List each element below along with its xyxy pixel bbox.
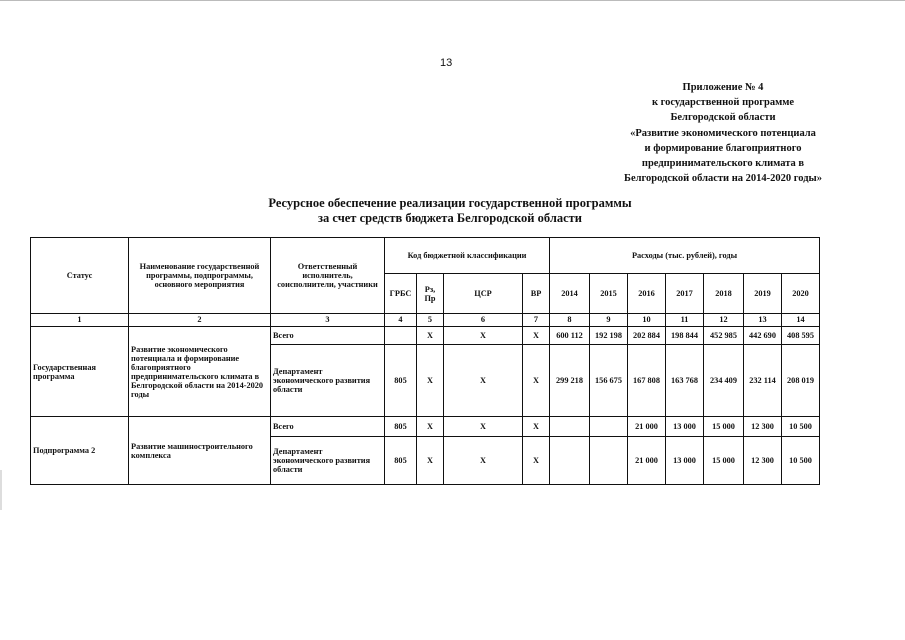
responsible-cell: Департамент экономического развития области — [271, 345, 385, 417]
value-cell — [550, 437, 590, 485]
header-name: Наименование государственной программы, подпрограммы, основного мероприятия — [129, 238, 271, 314]
responsible-cell: Всего — [271, 327, 385, 345]
header-status: Статус — [31, 238, 129, 314]
title-line-2: за счет средств бюджета Белгородской области — [318, 211, 582, 225]
appendix-line: Белгородской области — [670, 112, 776, 124]
value-cell: 442 690 — [744, 327, 782, 345]
value-cell — [590, 417, 628, 437]
column-number: 8 — [550, 314, 590, 327]
column-number: 10 — [628, 314, 666, 327]
csr-cell: Х — [444, 327, 523, 345]
rzpr-cell: Х — [417, 437, 444, 485]
program-name-cell: Развитие машиностроительного комплекса — [129, 417, 271, 485]
grbs-cell: 805 — [385, 417, 417, 437]
grbs-cell: 805 — [385, 437, 417, 485]
vr-cell: Х — [523, 417, 550, 437]
appendix-line: и формирование благоприятного — [644, 142, 802, 154]
header-rzpr: Рз, Пр — [417, 274, 444, 314]
value-cell: 234 409 — [704, 345, 744, 417]
scan-margin-mark — [0, 470, 2, 510]
value-cell: 232 114 — [744, 345, 782, 417]
column-number: 14 — [782, 314, 820, 327]
header-year: 2015 — [590, 274, 628, 314]
value-cell: 202 884 — [628, 327, 666, 345]
status-cell: Государственная программа — [31, 327, 129, 417]
value-cell: 13 000 — [666, 437, 704, 485]
appendix-line: к государственной программе — [651, 97, 795, 109]
value-cell: 156 675 — [590, 345, 628, 417]
column-number: 6 — [444, 314, 523, 327]
column-number-row — [31, 314, 820, 327]
value-cell: 21 000 — [628, 417, 666, 437]
header-year: 2014 — [550, 274, 590, 314]
value-cell: 12 300 — [744, 417, 782, 437]
rzpr-cell: Х — [417, 417, 444, 437]
column-number: 1 — [31, 314, 129, 327]
page-number: 13 — [440, 57, 453, 69]
value-cell: 10 500 — [782, 417, 820, 437]
value-cell: 10 500 — [782, 437, 820, 485]
column-number: 4 — [385, 314, 417, 327]
rzpr-cell: Х — [417, 327, 444, 345]
column-number: 3 — [271, 314, 385, 327]
rzpr-cell: Х — [417, 345, 444, 417]
value-cell: 15 000 — [704, 417, 744, 437]
value-cell: 15 000 — [704, 437, 744, 485]
document-title — [205, 196, 695, 226]
grbs-cell: 805 — [385, 345, 417, 417]
value-cell: 21 000 — [628, 437, 666, 485]
value-cell: 452 985 — [704, 327, 744, 345]
value-cell: 163 768 — [666, 345, 704, 417]
appendix-line: предпринимательского климата в — [641, 158, 805, 170]
header-grbs: ГРБС — [385, 274, 417, 314]
header-year: 2017 — [666, 274, 704, 314]
value-cell: 299 218 — [550, 345, 590, 417]
column-number: 12 — [704, 314, 744, 327]
column-number: 2 — [129, 314, 271, 327]
value-cell: 12 300 — [744, 437, 782, 485]
appendix-header — [593, 80, 853, 186]
table-row — [31, 417, 820, 437]
header-responsible: Ответственный исполнитель, соисполнители, участники — [271, 238, 385, 314]
csr-cell: Х — [444, 437, 523, 485]
table-row — [31, 327, 820, 345]
value-cell: 600 112 — [550, 327, 590, 345]
value-cell: 167 808 — [628, 345, 666, 417]
appendix-line: Приложение № 4 — [682, 82, 764, 93]
header-year: 2018 — [704, 274, 744, 314]
header-expenses: Расходы (тыс. рублей), годы — [550, 238, 820, 274]
vr-cell: Х — [523, 437, 550, 485]
value-cell: 198 844 — [666, 327, 704, 345]
column-number: 7 — [523, 314, 550, 327]
header-year: 2019 — [744, 274, 782, 314]
column-number: 5 — [417, 314, 444, 327]
value-cell — [550, 417, 590, 437]
column-number: 11 — [666, 314, 704, 327]
header-csr: ЦСР — [444, 274, 523, 314]
csr-cell: Х — [444, 345, 523, 417]
value-cell: 192 198 — [590, 327, 628, 345]
responsible-cell: Департамент экономического развития области — [271, 437, 385, 485]
header-row-1 — [31, 238, 820, 274]
header-vr: ВР — [523, 274, 550, 314]
grbs-cell — [385, 327, 417, 345]
page-top-edge — [0, 0, 905, 1]
value-cell: 13 000 — [666, 417, 704, 437]
value-cell — [590, 437, 628, 485]
program-name-cell: Развитие экономического потенциала и формирование благоприятного предпринимательского климата в Белгородской области на 2014-2020 годы — [129, 327, 271, 417]
appendix-line: Белгородской области на 2014-2020 годы» — [624, 173, 822, 185]
csr-cell: Х — [444, 417, 523, 437]
status-cell: Подпрограмма 2 — [31, 417, 129, 485]
column-number: 13 — [744, 314, 782, 327]
resource-table — [30, 237, 820, 485]
vr-cell: Х — [523, 345, 550, 417]
column-number: 9 — [590, 314, 628, 327]
value-cell: 408 595 — [782, 327, 820, 345]
responsible-cell: Всего — [271, 417, 385, 437]
vr-cell: Х — [523, 327, 550, 345]
header-year: 2016 — [628, 274, 666, 314]
header-budget-code: Код бюджетной классификации — [385, 238, 550, 274]
appendix-line: «Развитие экономического потенциала — [630, 127, 816, 139]
title-line-1: Ресурсное обеспечение реализации государственной программы — [268, 196, 632, 210]
value-cell: 208 019 — [782, 345, 820, 417]
header-year: 2020 — [782, 274, 820, 314]
